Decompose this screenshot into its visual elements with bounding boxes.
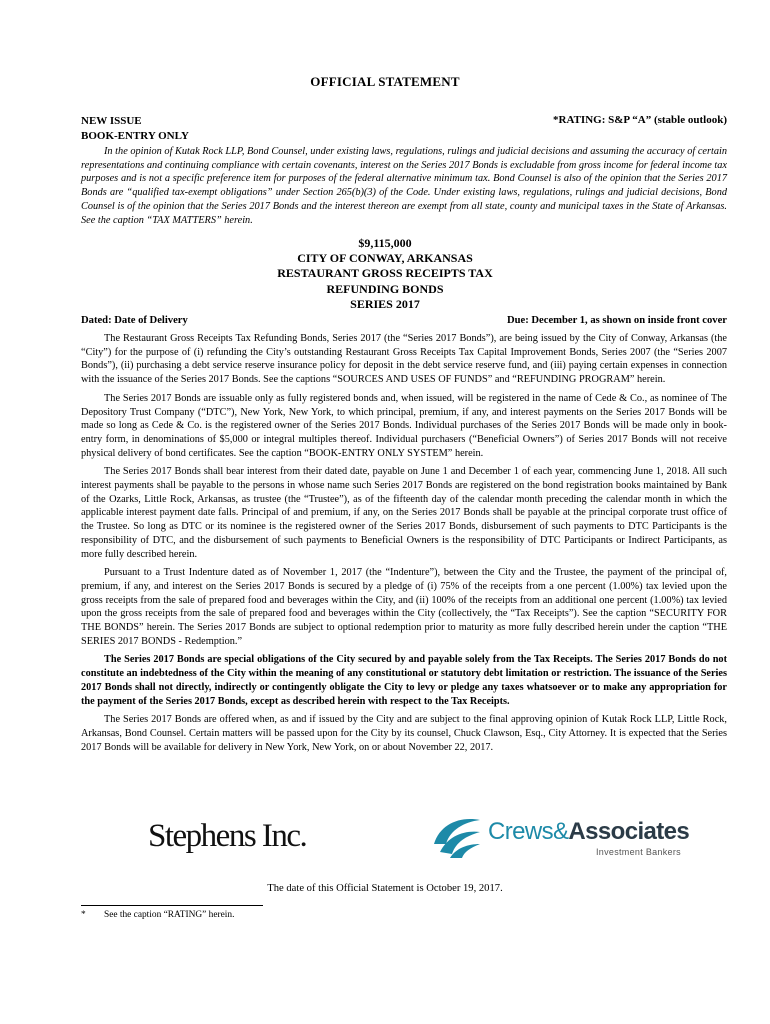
footnote-text: See the caption “RATING” herein.: [104, 910, 235, 920]
rating-label: *RATING: S&P “A” (stable outlook): [553, 114, 727, 126]
paragraph-offering: The Series 2017 Bonds are offered when, as and if issued by the City and are subject to the final approving opinion of Kutak Rock LLP, Little Rock, Arkansas, Bond Counsel. Certain matters will be passed upon for the City by its counsel, Chuck Clawson, Esq., City Attorney. It is expected that the Series 2017 Bonds will be available for delivery in New York, New York, on or about November 22, 2017.: [81, 714, 727, 753]
issue-type-block: [81, 114, 189, 144]
book-entry-label: BOOK-ENTRY ONLY: [81, 130, 189, 142]
crews-wordmark-strong: Associates: [568, 818, 690, 845]
crews-tagline: Investment Bankers: [596, 847, 681, 857]
stephens-logo: Stephens Inc.: [148, 818, 307, 854]
dated-label: Dated: Date of Delivery: [81, 315, 188, 326]
crews-wordmark-light: Crews&: [488, 818, 569, 845]
bond-series: SERIES 2017: [350, 296, 420, 311]
statement-date: The date of this Official Statement is October 19, 2017.: [267, 883, 503, 894]
due-label: Due: December 1, as shown on inside front cover: [506, 315, 727, 326]
new-issue-label: NEW ISSUE: [81, 115, 142, 127]
paragraph-security: Pursuant to a Trust Indenture dated as of November 1, 2017 (the “Indenture”), between the City and the Trustee, the payment of the principal of, premium, if any, and interest on the Series 2017 Bonds is secured by a pledge of (i) 75% of the receipts from a one percent (1.00%) tax levied upon the gross receipts from the sale of prepared food and beverages within the City, and (ii) 100% of the receipts from an additional one percent (1.00%) tax levied upon the gross receipts from the sale of prepared food and beverages within the City (collectively, the “Tax Receipts”). See the caption “SECURITY FOR THE BONDS” herein. The Series 2017 Bonds are subject to optional redemption prior to maturity as more fully described herein under the caption “THE SERIES 2017 BONDS - Redemption.”: [81, 567, 727, 647]
crews-associates-logo: [430, 812, 690, 862]
crews-wordmark: [488, 818, 689, 846]
bond-title-line-1: RESTAURANT GROSS RECEIPTS TAX: [277, 266, 493, 281]
issuer-name: CITY OF CONWAY, ARKANSAS: [297, 251, 473, 266]
footnote-mark: *: [81, 910, 86, 920]
footnote: [81, 910, 234, 920]
crews-swoosh-icon: [430, 814, 482, 858]
bond-counsel-opinion: In the opinion of Kutak Rock LLP, Bond Counsel, under existing laws, regulations, rulings and judicial decisions and assuming the accuracy of certain representations and continuing compliance with certain covenants, interest on the Series 2017 Bonds is excludable from gross income for federal income tax purposes and is not a specific preference item for purposes of the federal alternative minimum tax. Bond Counsel is also of the opinion that the Series 2017 Bonds are “qualified tax-exempt obligations” under Section 265(b)(3) of the Code. Under existing laws, regulations, rulings and judicial decisions, Bond Counsel is of the opinion that the Series 2017 Bonds and the interest thereon are exempt from all state, county and municipal taxes in the State of Arkansas. See the caption “TAX MATTERS” herein.: [81, 146, 727, 226]
paragraph-purpose: The Restaurant Gross Receipts Tax Refunding Bonds, Series 2017 (the “Series 2017 Bonds”), are being issued by the City of Conway, Arkansas (the “City”) for the purpose of (i) refunding the City’s outstanding Restaurant Gross Receipts Tax Capital Improvement Bonds, Series 2007 (the “Series 2007 Bonds”), (ii) purchasing a debt service reserve insurance policy for deposit in the debt service reserve fund, and (iii) paying certain expenses in connection with the issuance of the Series 2017 Bonds. See the captions “SOURCES AND USES OF FUNDS” and “REFUNDING PROGRAM” herein.: [81, 333, 727, 386]
paragraph-interest: The Series 2017 Bonds shall bear interest from their dated date, payable on June 1 and December 1 of each year, commencing June 1, 2018. All such interest payments shall be payable to the persons in whose name such Series 2017 Bonds are registered on the bond registration books maintained by Bank of the Ozarks, Little Rock, Arkansas, as trustee (the “Trustee”), as of the fifteenth day of the calendar month preceding the calendar month in which the applicable interest payment date falls. Principal of and premium, if any, on the Series 2017 Bonds shall be payable at the principal corporate trust office of the Trustee. So long as DTC or its nominee is the registered owner of the Series 2017 Bonds, disbursement of such payments to DTC Participants is the responsibility of DTC, and the disbursement of such payments to Beneficial Owners is the responsibility of DTC Participants or Indirect Participants, as more fully described herein.: [81, 466, 727, 560]
paragraph-registration: The Series 2017 Bonds are issuable only as fully registered bonds and, when issued, will be registered in the name of Cede & Co., as nominee of The Depository Trust Company (“DTC”), New York, New York, to which principal, premium, if any, and interest payments on the Series 2017 Bonds will be made so long as Cede & Co. is the registered owner of the Series 2017 Bonds. Individual purchases of the Series 2017 Bonds will be made only in book-entry form, in denominations of $5,000 or integral multiples thereof. Individual purchasers (“Beneficial Owners”) of Series 2017 Bonds will not receive physical delivery of bond certificates. See the caption “BOOK-ENTRY ONLY SYSTEM” herein.: [81, 392, 727, 459]
document-title: OFFICIAL STATEMENT: [310, 74, 460, 89]
bond-title-block: [0, 236, 770, 312]
bond-amount: $9,115,000: [358, 236, 412, 250]
footnote-divider: [81, 905, 263, 906]
statement-body: [81, 332, 727, 759]
paragraph-special-obligations: The Series 2017 Bonds are special obligations of the City secured by and payable solely from the Tax Receipts. The Series 2017 Bonds do not constitute an indebtedness of the City within the meaning of any constitutional or statutory debt limitation or restriction. The issuance of the Series 2017 Bonds shall not directly, indirectly or contingently obligate the City to levy or pledge any taxes whatsoever or to make any appropriation for the payment of the Series 2017 Bonds, except as described herein with respect to the Tax Receipts.: [81, 654, 727, 707]
bond-title-line-2: REFUNDING BONDS: [326, 281, 444, 296]
